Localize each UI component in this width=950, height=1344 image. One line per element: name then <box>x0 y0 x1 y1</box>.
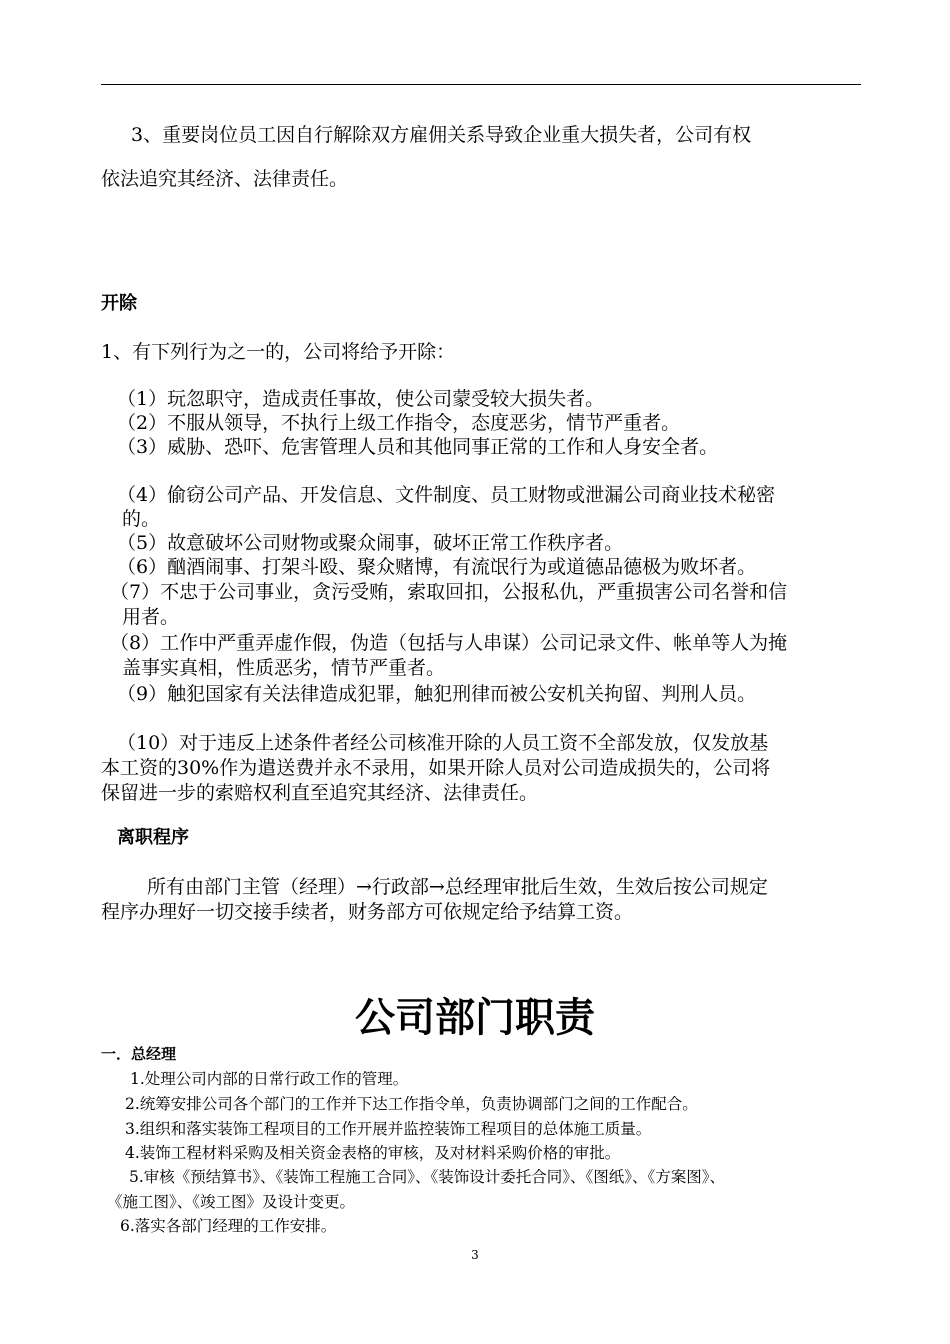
page-number: 3 <box>471 1248 479 1262</box>
paragraph-line: 依法追究其经济、法律责任。 <box>101 168 349 190</box>
paragraph-line: （10）对于违反上述条件者经公司核准开除的人员工资不全部发放，仅发放基 <box>117 732 769 754</box>
paragraph-line: 3、重要岗位员工因自行解除双方雇佣关系导致企业重大损失者，公司有权 <box>131 124 752 146</box>
page-title: 公司部门职责 <box>355 995 595 1041</box>
list-item: （6）酗酒闹事、打架斗殴、聚众赌博，有流氓行为或道德品德极为败坏者。 <box>117 556 757 578</box>
duty-item: 6.落实各部门经理的工作安排。 <box>120 1217 337 1235</box>
section-heading-resignation: 离职程序 <box>117 827 189 848</box>
list-item: （9）触犯国家有关法律造成犯罪，触犯刑律而被公安机关拘留、判刑人员。 <box>117 683 757 705</box>
paragraph-line: 保留进一步的索赔权利直至追究其经济、法律责任。 <box>101 782 539 804</box>
list-item: 用者。 <box>122 606 180 628</box>
duty-item: 《施工图》、《竣工图》及设计变更。 <box>107 1193 356 1211</box>
duty-item: 3.组织和落实装饰工程项目的工作开展并监控装饰工程项目的总体施工质量。 <box>125 1120 652 1138</box>
list-item: 的。 <box>122 508 161 530</box>
section-heading-dismissal: 开除 <box>101 293 137 314</box>
list-item: （1）玩忽职守，造成责任事故，使公司蒙受较大损失者。 <box>117 388 605 410</box>
duty-item: 5.审核《预结算书》、《装饰工程施工合同》、《装饰设计委托合同》、《图纸》、《方案图》、 <box>129 1168 726 1186</box>
header-rule <box>101 84 861 85</box>
list-item: （3）威胁、恐吓、危害管理人员和其他同事正常的工作和人身安全者。 <box>117 436 719 458</box>
dismissal-intro: 1、有下列行为之一的，公司将给予开除： <box>101 341 456 363</box>
paragraph-line: 本工资的30%作为遣送费并永不录用，如果开除人员对公司造成损失的，公司将 <box>101 757 771 779</box>
list-item: 盖事实真相，性质恶劣，情节严重者。 <box>122 657 446 679</box>
duty-item: 1.处理公司内部的日常行政工作的管理。 <box>130 1070 409 1088</box>
duty-item: 2.统筹安排公司各个部门的工作并下达工作指令单，负责协调部门之间的工作配合。 <box>125 1095 698 1113</box>
duty-item: 4.装饰工程材料采购及相关资金表格的审核，及对材料采购价格的审批。 <box>125 1144 621 1162</box>
subheading-general-manager: 一．总经理 <box>101 1045 177 1063</box>
list-item: （2）不服从领导，不执行上级工作指令，态度恶劣，情节严重者。 <box>117 412 681 434</box>
list-item: （8）工作中严重弄虚作假，伪造（包括与人串谋）公司记录文件、帐单等人为掩 <box>110 632 788 654</box>
list-item: （4）偷窃公司产品、开发信息、文件制度、员工财物或泄漏公司商业技术秘密 <box>117 484 776 506</box>
list-item: （7）不忠于公司事业，贪污受贿，索取回扣，公报私仇，严重损害公司名誉和信 <box>110 581 788 603</box>
paragraph-line: 程序办理好一切交接手续者，财务部方可依规定给予结算工资。 <box>101 901 634 923</box>
paragraph-line: 所有由部门主管（经理）→行政部→总经理审批后生效，生效后按公司规定 <box>147 876 768 898</box>
list-item: （5）故意破坏公司财物或聚众闹事，破坏正常工作秩序者。 <box>117 532 624 554</box>
